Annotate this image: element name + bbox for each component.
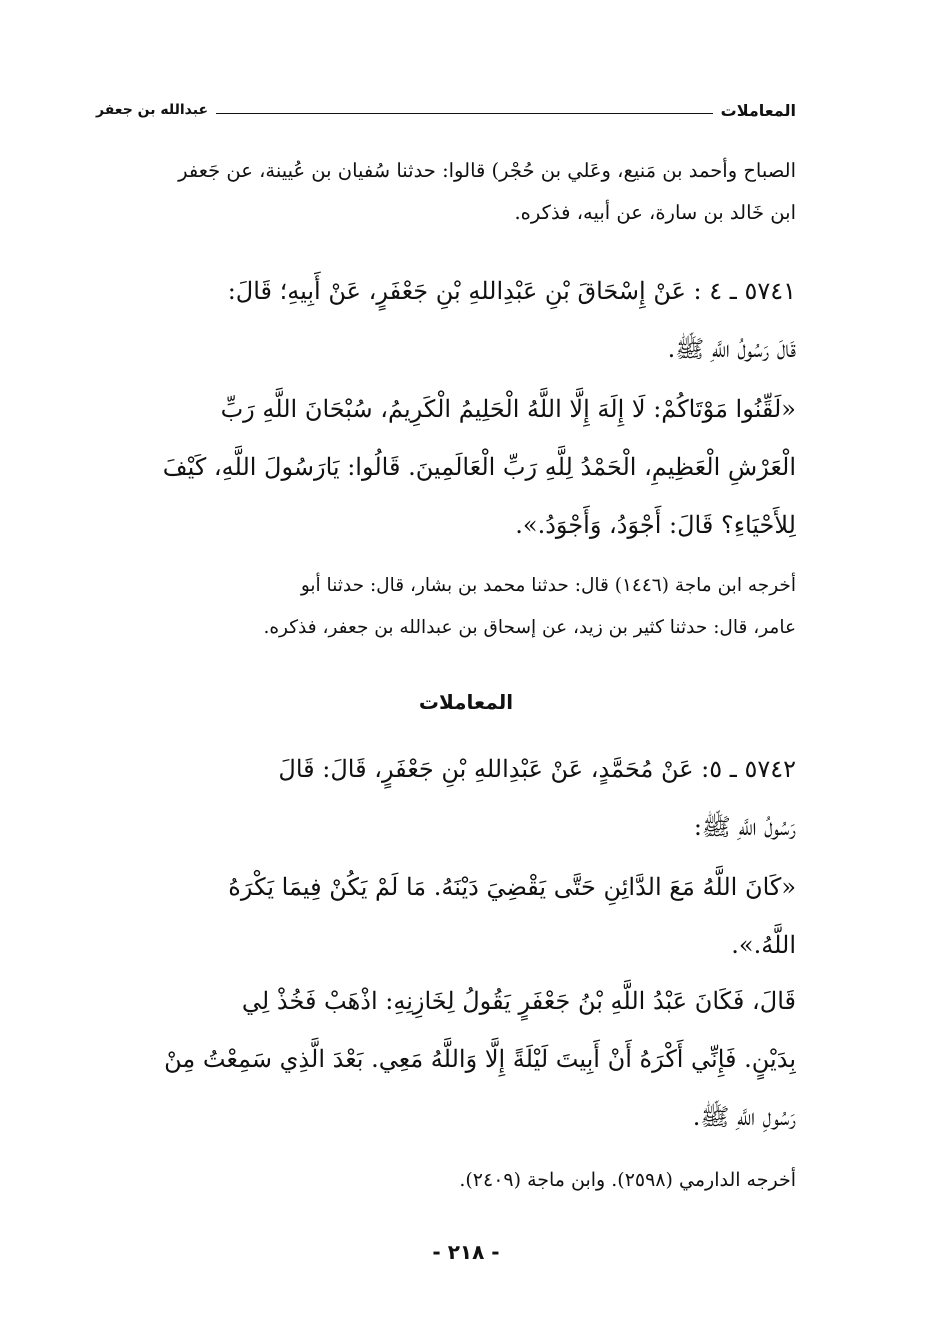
hadith-5741-takhrij	[96, 565, 796, 649]
header-section-title: المعاملات	[720, 100, 796, 120]
text-line: اللَّهُ.».	[731, 931, 796, 959]
hadith-5742-takhrij	[96, 1160, 796, 1200]
text-line: «كَانَ اللَّهُ مَعَ الدَّائِنِ حَتَّى يَقْضِيَ دَيْنَهُ. مَا لَمْ يَكُنْ فِيمَا يَكْرَهُ	[228, 873, 796, 901]
hadith-5742-matn	[96, 858, 796, 974]
text-line: الصباح وأحمد بن مَنيع، وعَلي بن حُجْر) قالوا: حدثنا سُفيان بن عُيينة، عن جَعفر	[178, 159, 796, 182]
hadith-5741-matn	[96, 380, 796, 554]
text-line: أخرجه ابن ماجة (١٤٤٦) قال: حدثنا محمد بن بشار، قال: حدثنا أبو	[300, 575, 796, 596]
text-line: «لَقِّنُوا مَوْتَاكُمْ: لَا إِلَهَ إِلَّا اللَّهُ الْحَلِيمُ الْكَرِيمُ، سُبْحَانَ اللَّهِ رَبِّ	[220, 395, 796, 423]
text-line: ٥٧٤١ ـ ٤ : عَنْ إِسْحَاقَ بْنِ عَبْدِاللهِ بْنِ جَعْفَرٍ، عَنْ أَبِيهِ؛ قَالَ:	[227, 277, 796, 305]
text-line: قَالَ رَسُولُ اللَّهِ ﷺ.	[667, 335, 796, 363]
hadith-5741-isnad	[96, 262, 796, 378]
text-line: رَسُولُ اللَّهِ ﷺ:	[693, 813, 796, 841]
text-line: الْعَرْشِ الْعَظِيمِ، الْحَمْدُ لِلَّهِ رَبِّ الْعَالَمِينَ. قَالُوا: يَارَسُولَ اللَّهِ، كَيْفَ	[162, 453, 796, 481]
header-book-subtitle: عبدالله بن جعفر	[96, 102, 209, 118]
text-line: عامر، قال: حدثنا كثير بن زيد، عن إسحاق بن عبدالله بن جعفر، فذكره.	[263, 617, 796, 638]
text-line: ابن خَالد بن سارة، عن أبيه، فذكره.	[514, 201, 796, 224]
text-line: رَسُولِ اللَّهِ ﷺ.	[692, 1103, 796, 1131]
section-heading: المعاملات	[418, 690, 514, 714]
footnote-continuation	[96, 150, 796, 234]
text-line: بِدَيْنٍ. فَإِنِّي أَكْرَهُ أَنْ أَبِيتَ لَيْلَةً إِلَّا وَاللَّهُ مَعِي. بَعْدَ الَّذِي سَمِعْتُ مِنْ	[164, 1045, 796, 1073]
text-line: أخرجه الدارمي (٢٥٩٨). وابن ماجة (٢٤٠٩).	[459, 1169, 796, 1191]
hadith-5742-isnad	[96, 740, 796, 856]
hadith-5742-narration	[96, 972, 796, 1146]
text-line: قَالَ، فَكَانَ عَبْدُ اللَّهِ بْنُ جَعْفَرٍ يَقُولُ لِخَازِنِهِ: اذْهَبْ فَخُذْ لِي	[241, 987, 796, 1015]
text-line: لِلأَحْيَاءِ؟ قَالَ: أَجْوَدُ، وَأَجْوَدُ.».	[515, 511, 796, 539]
header-rule	[216, 113, 713, 114]
text-line: ٥٧٤٢ ـ ٥: عَنْ مُحَمَّدٍ، عَنْ عَبْدِاللهِ بْنِ جَعْفَرٍ، قَالَ: قَالَ	[278, 755, 796, 783]
page-number: - ٢١٨ -	[432, 1240, 500, 1264]
running-header	[96, 96, 796, 124]
